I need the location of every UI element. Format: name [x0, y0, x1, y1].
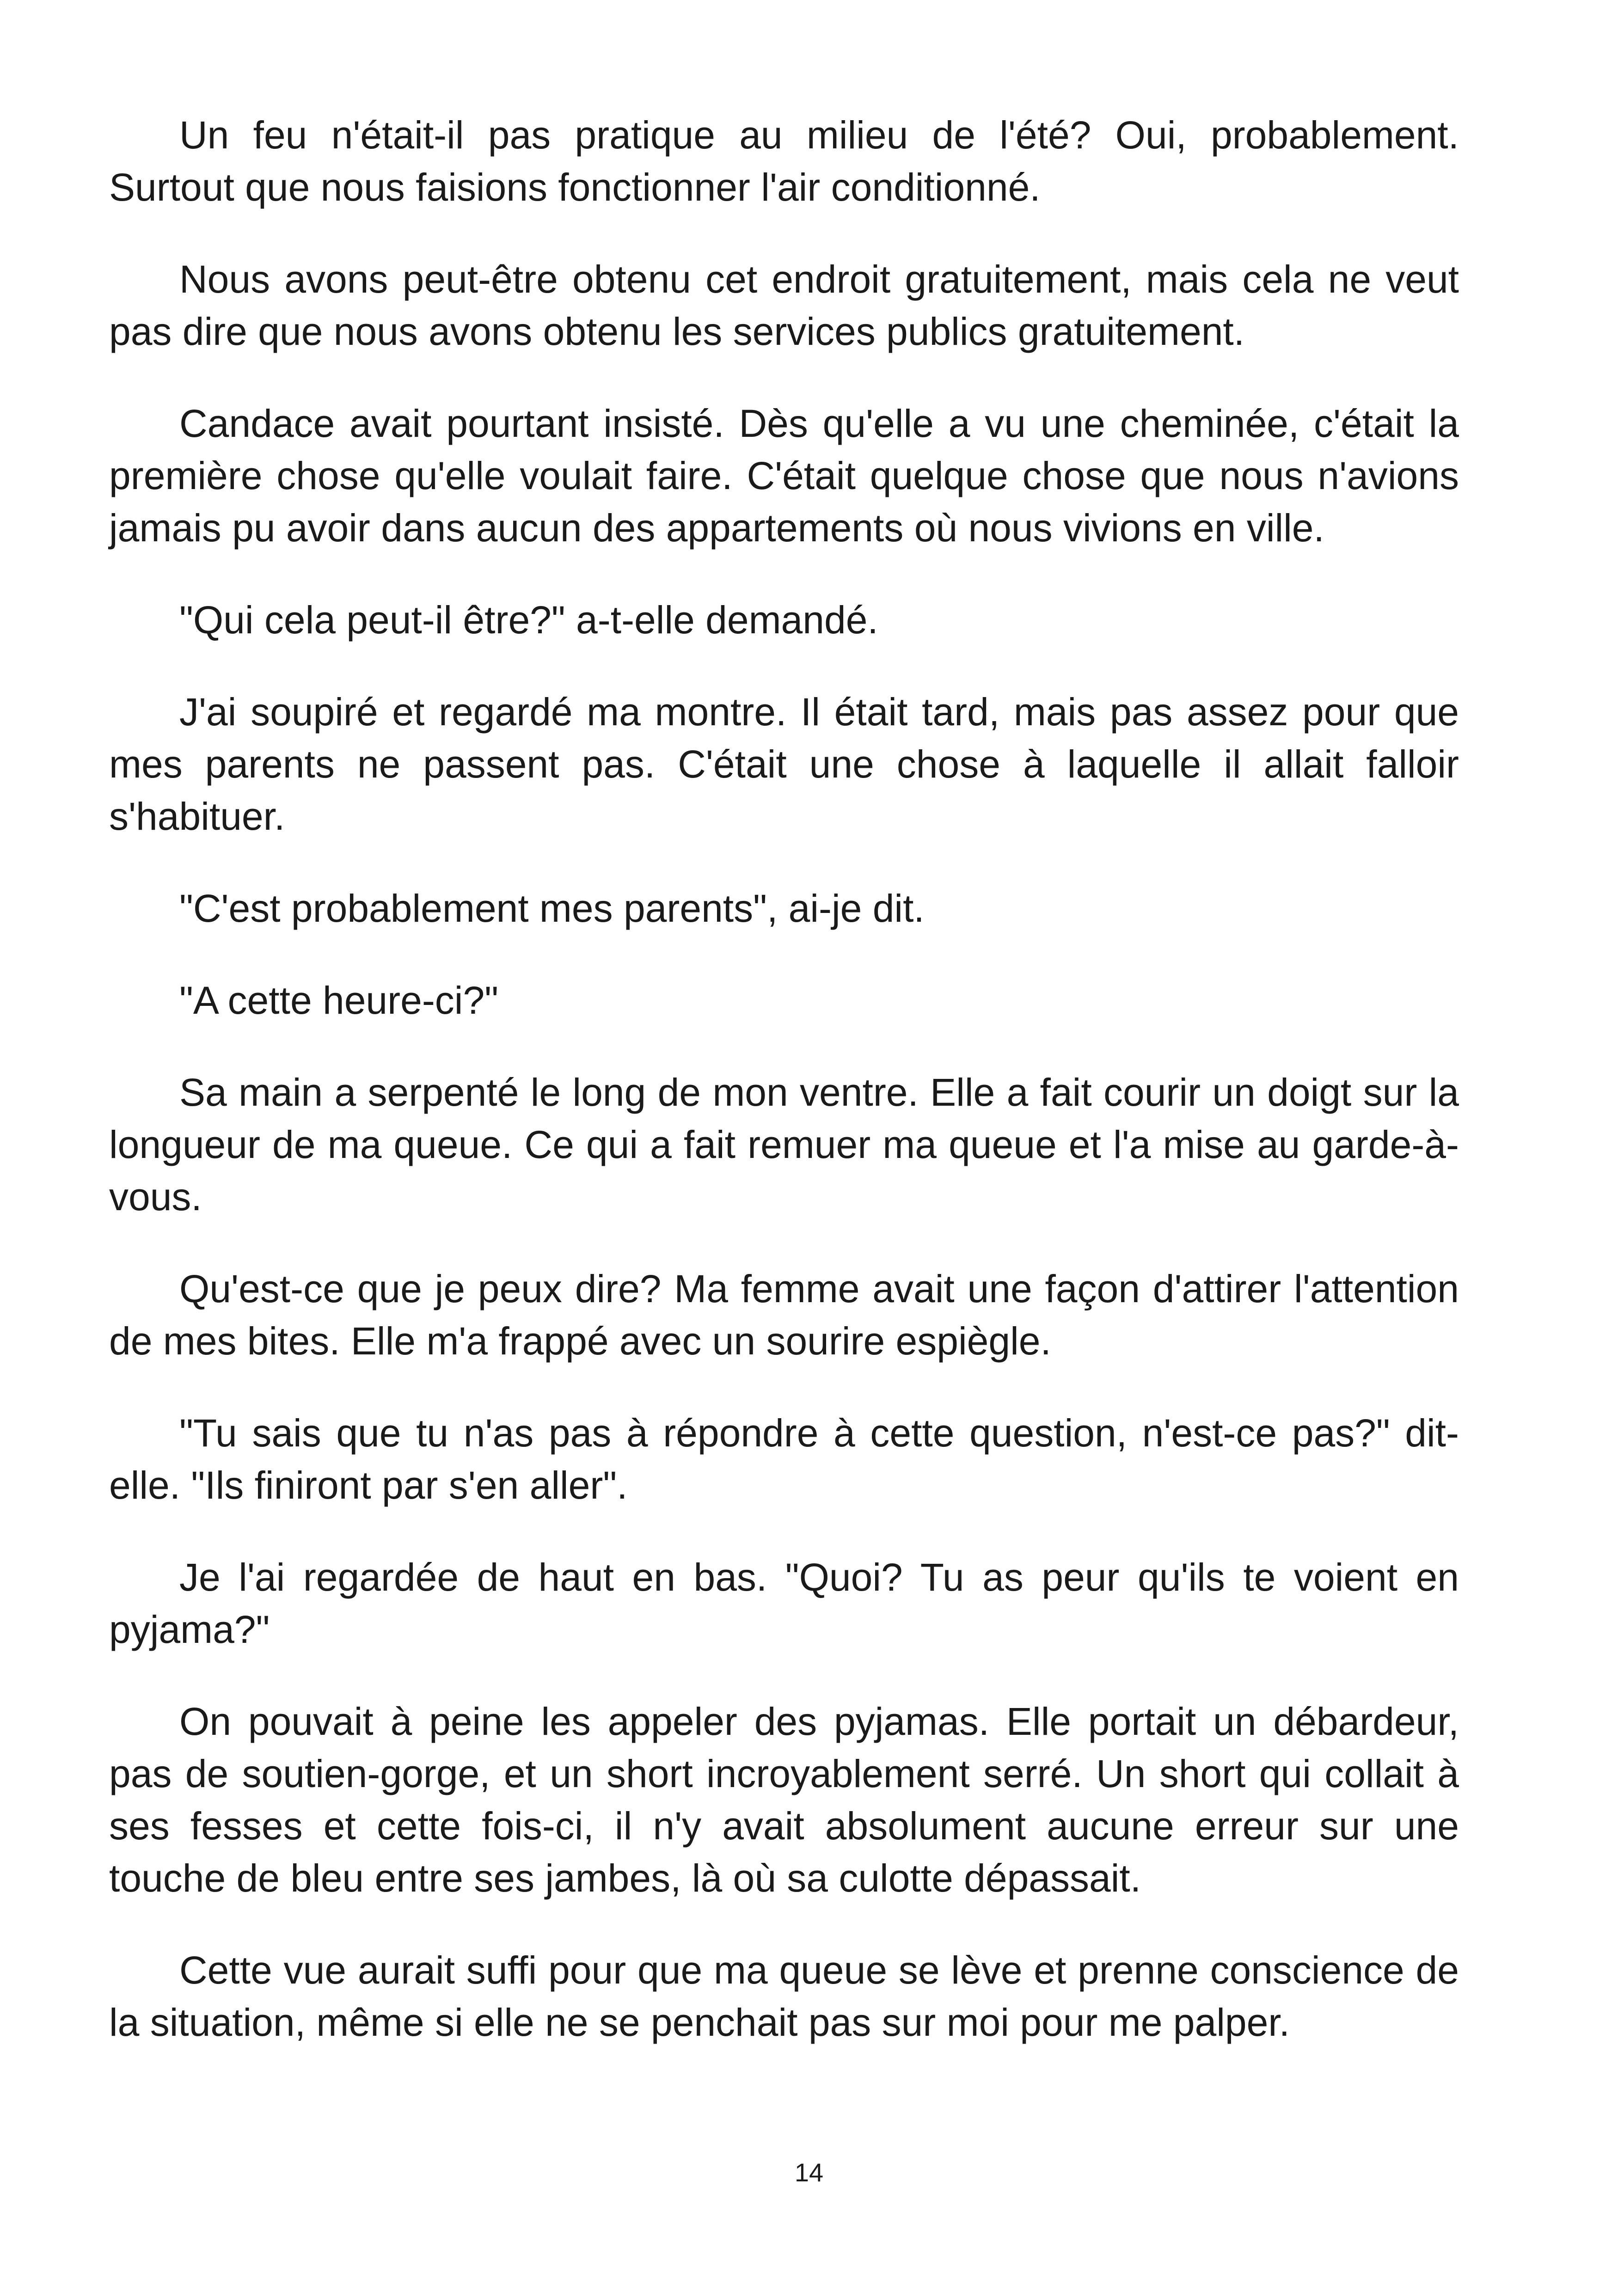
- paragraph: Sa main a serpenté le long de mon ventre. Elle a fait courir un doigt sur la longueur de ma queue. Ce qui a fait remuer ma queue et l'a mise au garde-à-vous.: [109, 1071, 1459, 1218]
- paragraph: Candace avait pourtant insisté. Dès qu'elle a vu une cheminée, c'était la première chose qu'elle voulait faire. C'était quelque chose que nous n'avions jamais pu avoir dans aucun des appartements où nous vivions en ville.: [109, 402, 1459, 550]
- paragraph: Un feu n'était-il pas pratique au milieu de l'été? Oui, probablement. Surtout que nous faisions fonctionner l'air conditionné.: [109, 113, 1459, 209]
- paragraph: "A cette heure-ci?": [179, 979, 499, 1022]
- paragraph: "C'est probablement mes parents", ai-je dit.: [179, 887, 925, 930]
- paragraph: "Qui cela peut-il être?" a-t-elle demandé.: [179, 598, 878, 642]
- paragraph: On pouvait à peine les appeler des pyjamas. Elle portait un débardeur, pas de soutien-gorge, et un short incroyablement serré. Un short qui collait à ses fesses et cette fois-ci, il n'y avait absolument aucune erreur sur une touche de bleu entre ses jambes, là où sa culotte dépassait.: [109, 1700, 1459, 1900]
- paragraph: "Tu sais que tu n'as pas à répondre à cette question, n'est-ce pas?" dit-elle. "Ils finiront par s'en aller".: [109, 1411, 1459, 1507]
- paragraph: Qu'est-ce que je peux dire? Ma femme avait une façon d'attirer l'attention de mes bites. Elle m'a frappé avec un sourire espiègle.: [109, 1267, 1459, 1363]
- paragraph: Nous avons peut-être obtenu cet endroit gratuitement, mais cela ne veut pas dire que nous avons obtenu les services publics gratuitement.: [109, 257, 1459, 353]
- paragraph: Je l'ai regardée de haut en bas. "Quoi? Tu as peur qu'ils te voient en pyjama?": [109, 1555, 1459, 1651]
- body-text: [109, 109, 1459, 2088]
- paragraph: Cette vue aurait suffi pour que ma queue se lève et prenne conscience de la situation, même si elle ne se penchait pas sur moi pour me palper.: [109, 1948, 1459, 2044]
- page-number: 14: [794, 2158, 824, 2187]
- paragraph: J'ai soupiré et regardé ma montre. Il était tard, mais pas assez pour que mes parents ne passent pas. C'était une chose à laquelle il allait falloir s'habituer.: [109, 690, 1459, 838]
